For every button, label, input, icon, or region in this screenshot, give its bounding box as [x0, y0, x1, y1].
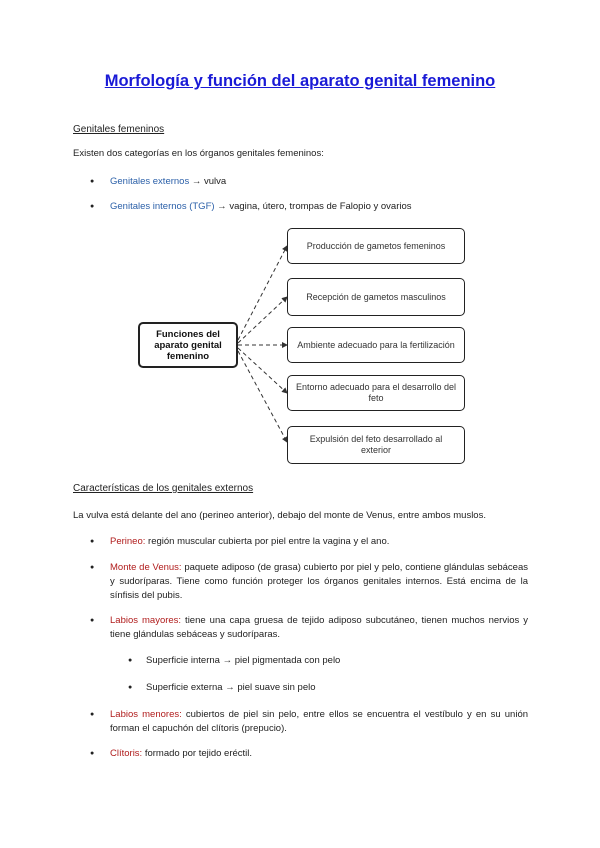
list-item: [110, 708, 528, 736]
list-item-term: Labios mayores:: [110, 615, 182, 626]
bullet-icon: ●: [90, 711, 95, 718]
list-item: [110, 535, 528, 549]
bullet-icon: ●: [90, 538, 95, 545]
diagram-function-box: Ambiente adecuado para la fertilización: [287, 327, 465, 363]
arrow-line: [238, 246, 287, 340]
list-item-term: Genitales internos (TGF): [110, 201, 215, 212]
bullet-icon: ●: [90, 750, 95, 757]
bullet-icon: ●: [90, 617, 95, 624]
sub-list-item: Superficie externa → piel suave sin pelo: [146, 682, 316, 693]
intro-text: La vulva está delante del ano (perineo anterior), debajo del monte de Venus, entre ambos muslos.: [73, 510, 486, 521]
list-item-text: → vulva: [189, 176, 227, 187]
arrow-line: [238, 297, 287, 343]
list-item-text: cubiertos de piel sin pelo, entre ellos se encuentra el vestíbulo y en su unión forman el capuchón del clítoris (prepucio).: [110, 709, 529, 734]
bullet-icon: ●: [128, 684, 133, 691]
intro-text: Existen dos categorías en los órganos genitales femeninos:: [73, 148, 324, 159]
section-heading-caracteristicas: Características de los genitales externos: [73, 483, 254, 494]
bullet-icon: ●: [90, 203, 95, 210]
list-item-term: Clítoris:: [110, 748, 143, 759]
list-item-term: Genitales externos: [110, 176, 190, 187]
section-heading-genitales: Genitales femeninos: [73, 124, 165, 135]
sub-list-item: Superficie interna → piel pigmentada con pelo: [146, 655, 341, 666]
list-item-text: paquete adiposo (de grasa) cubierto por piel y pelo, contiene glándulas sebáceas y sudoríparas. Tiene como función proteger los órganos genitales internos. Está encima de la sínfisis del pubis.: [110, 562, 528, 601]
diagram-function-box: Expulsión del feto desarrollado al exterior: [287, 426, 465, 464]
bullet-icon: ●: [90, 178, 95, 185]
list-item-text: tiene una capa gruesa de tejido adiposo subcutáneo, tienen muchos nervios y tiene glándulas sebáceas y sudoríparas.: [110, 615, 528, 640]
page-title: Morfología y función del aparato genital femenino: [104, 72, 496, 90]
list-item: [110, 561, 528, 603]
list-item: [110, 614, 528, 642]
diagram-function-box: Producción de gametos femeninos: [287, 228, 465, 264]
list-item-term: Labios menores:: [110, 709, 182, 720]
list-item: [110, 747, 528, 761]
arrow-line: [238, 351, 287, 442]
list-item-text: formado por tejido eréctil.: [142, 748, 253, 759]
diagram-main-box: Funciones del aparato genital femenino: [138, 322, 238, 368]
list-item-text: región muscular cubierta por piel entre la vagina y el ano.: [145, 536, 390, 547]
bullet-icon: ●: [128, 657, 133, 664]
list-item-term: Perineo:: [110, 536, 146, 547]
diagram-function-box: Entorno adecuado para el desarrollo del feto: [287, 375, 465, 411]
diagram-function-box: Recepción de gametos masculinos: [287, 278, 465, 316]
list-item-term: Monte de Venus:: [110, 562, 182, 573]
arrow-line: [238, 348, 287, 393]
list-item-text: → vagina, útero, trompas de Falopio y ovarios: [214, 201, 412, 212]
bullet-icon: ●: [90, 564, 95, 571]
